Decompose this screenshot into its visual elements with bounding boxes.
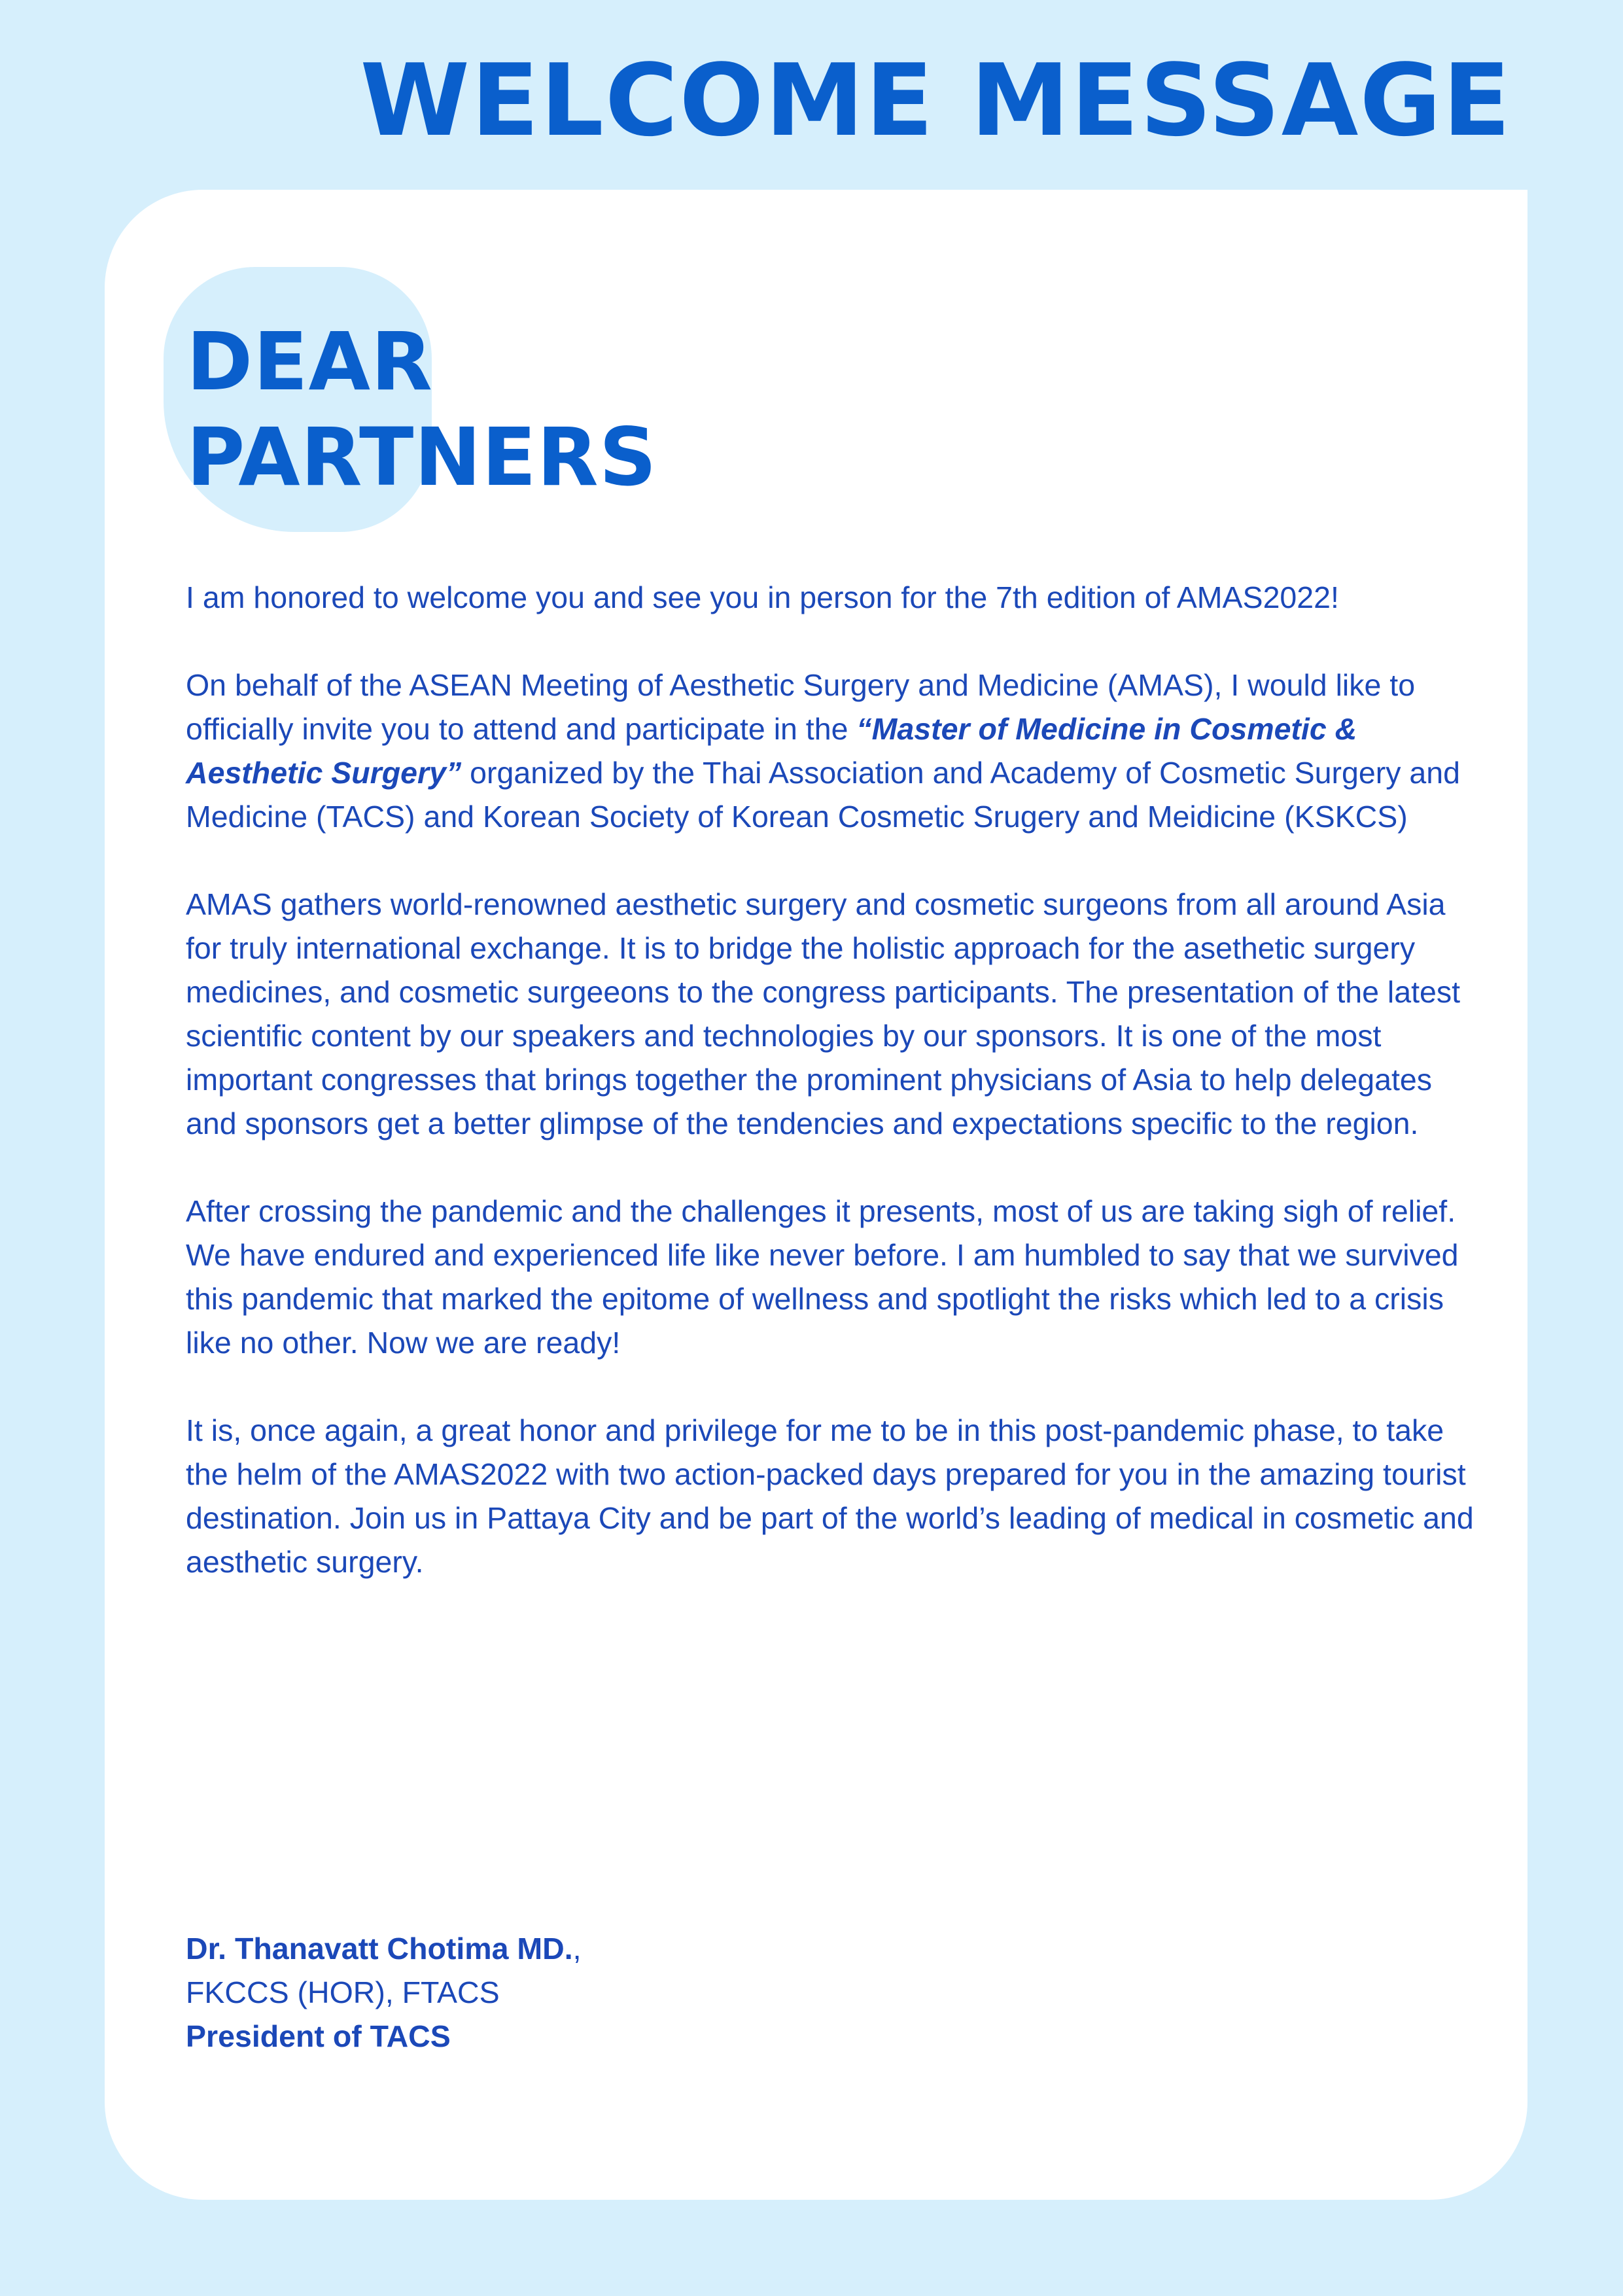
page-title: WELCOME MESSAGE: [360, 43, 1512, 158]
signatory-name-suffix: ,: [572, 1932, 582, 1966]
greeting-heading: [186, 314, 657, 505]
paragraph-about: AMAS gathers world-renowned aesthetic surgery and cosmetic surgeons from all around Asia for truly international exchange. It is to bridge the holistic approach for the asethetic surgery medicines, and cosmetic surgeeons to the congress participants. The presentation of the latest scientific content by our speakers and technologies by our sponsors. It is one of the most important congresses that brings together the prominent physicians of Asia to help delegates and sponsors get a better glimpse of the tendencies and expectations specific to the region.: [186, 887, 1461, 1140]
paragraph-pandemic: After crossing the pandemic and the challenges it presents, most of us are taking sigh of relief. We have endured and experienced life like never before. I am humbled to say that we survived this pandemic that marked the epitome of wellness and spotlight the risks which led to a crisis like no other. Now we are ready!: [186, 1194, 1459, 1360]
signatory-credentials: FKCCS (HOR), FTACS: [186, 1975, 500, 2009]
paragraph-invitation: [186, 663, 1481, 839]
letter-body: [186, 576, 1481, 1628]
signatory-name: Dr. Thanavatt Chotima MD.: [186, 1932, 573, 1966]
program-name: “Master of Medicine in Cosmetic & Aesthetic Surgery”: [186, 712, 1357, 790]
signatory-name-line: [186, 1927, 582, 1971]
invitation-text-after: organized by the Thai Association and Academy of Cosmetic Surgery and Medicine (TACS) and Korean Society of Korean Cosmetic Srugery and Meidicine (KSKCS): [186, 756, 1460, 834]
paragraph-closing: It is, once again, a great honor and privilege for me to be in this post-pandemic phase, to take the helm of the AMAS2022 with two action-packed days prepared for you in the amazing tourist destination. Join us in Pattaya City and be part of the world’s leading of medical in cosmetic and aesthetic surgery.: [186, 1413, 1474, 1579]
paragraph-intro: I am honored to welcome you and see you in person for the 7th edition of AMAS2022!: [186, 580, 1339, 614]
letter-card: [105, 190, 1527, 2200]
greeting-line-2: PARTNERS: [186, 411, 657, 504]
signature-block: [186, 1927, 582, 2058]
invitation-text-before: On behalf of the ASEAN Meeting of Aesthetic Surgery and Medicine (AMAS), I would like to officially invite you to attend and participate in the: [186, 668, 1416, 746]
signatory-role: President of TACS: [186, 2019, 451, 2053]
greeting-line-1: DEAR: [186, 315, 433, 408]
